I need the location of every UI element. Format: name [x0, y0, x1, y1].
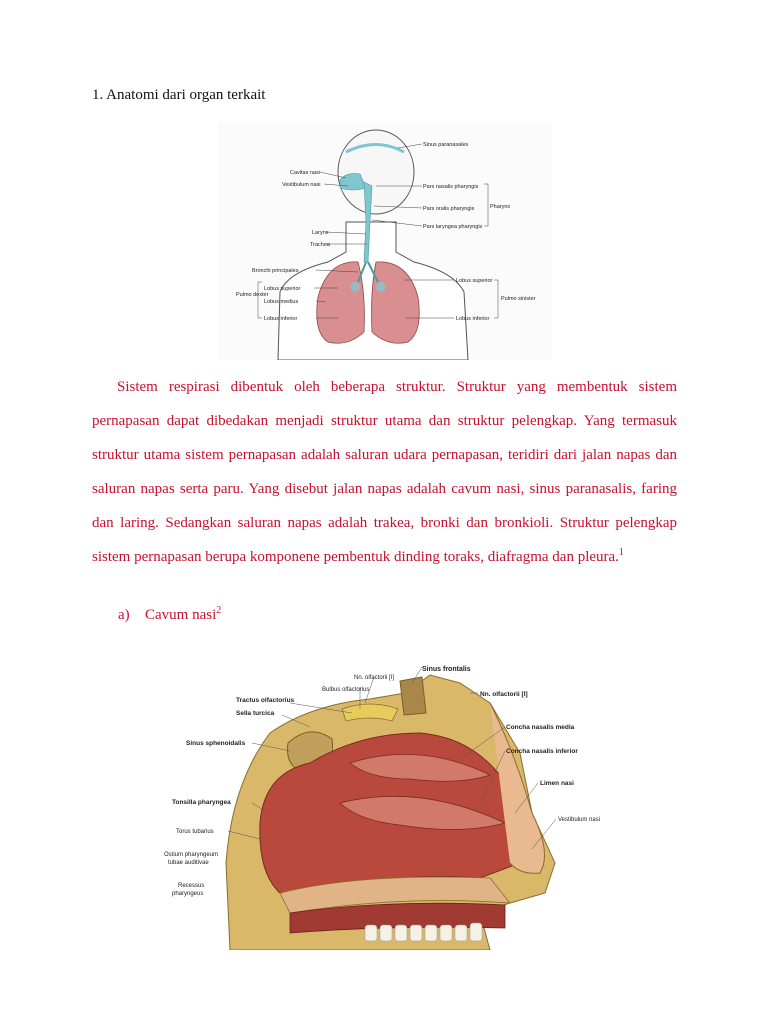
label-vestibulum-nasi-2: Vestibulum nasi [558, 817, 601, 823]
label-trachea: Trachea [310, 242, 330, 248]
label-vestibulum-nasi: Vestibulum nasi [282, 182, 321, 188]
paragraph-text: Sistem respirasi dibentuk oleh beberapa struktur. Struktur yang membentuk sistem pernapasan dapat dibedakan menjadi struktur utama dan struktur pelengkap. Yang termasuk struktur utama sistem pernapasan adalah saluran udara pernapasan, teridiri dari jalan napas dan saluran napas serta paru. Yang disebut jalan napas adalah cavum nasi, sinus paranasalis, faring dan laring. Sedangkan saluran napas adalah trakea, bronki dan bronkioli. Struktur pelengkap sistem pernapasan berupa komponene pembentuk dinding toraks, diafragma dan pleura. [92, 379, 677, 565]
label-larynx: Larynx [312, 230, 329, 236]
list-item-cavum-nasi [118, 607, 221, 624]
label-recessus-line1: Recessus [178, 883, 205, 889]
label-bulbus-olfactorius: Bulbus olfactorius [322, 687, 370, 693]
label-concha-nasalis-inferior: Concha nasalis inferior [506, 748, 578, 755]
label-tractus-olfactorius: Tractus olfactorius [236, 697, 295, 704]
label-lobus-superior-dexter: Lobus superior [264, 286, 301, 292]
label-tonsilla-pharyngea: Tonsilla pharyngea [172, 799, 231, 806]
label-pars-laryngea: Pars laryngea pharyngis [423, 224, 483, 230]
nasal-cavity-figure [160, 663, 615, 950]
list-marker: a) [118, 607, 130, 623]
label-cavitas-nasi: Cavitas nasi [290, 170, 320, 176]
label-torus-tubarius: Torus tubarius [176, 829, 214, 835]
section-heading: 1. Anatomi dari organ terkait [92, 87, 266, 103]
nasal-cavity-illustration [160, 663, 615, 950]
list-item-text: Cavum nasi [145, 607, 217, 623]
label-sella-turcica: Sella turcica [236, 710, 275, 717]
label-ostium-line1: Ostium pharyngeum [164, 852, 219, 858]
label-pulmo-dexter: Pulmo dexter [236, 292, 269, 298]
label-concha-nasalis-media: Concha nasalis media [506, 724, 575, 731]
body-paragraph [92, 370, 677, 574]
label-sinus-paranasales: Sinus paranasales [423, 142, 469, 148]
label-lobus-medius: Lobus medius [264, 299, 299, 305]
label-nn-olfactorii-right: Nn. olfactorii [I] [480, 691, 528, 698]
label-nn-olfactorii-top: Nn. olfactorii [I] [354, 675, 395, 681]
label-pulmo-sinister: Pulmo sinister [501, 296, 536, 302]
label-lobus-inferior-sinister: Lobus inferior [456, 316, 490, 322]
label-lobus-inferior-dexter: Lobus inferior [264, 316, 298, 322]
label-recessus-line2: pharyngeus [172, 891, 204, 897]
label-ostium-line2: tubae auditivae [168, 860, 209, 866]
label-sinus-frontalis: Sinus frontalis [422, 666, 471, 673]
label-sinus-sphenoidalis: Sinus sphenoidalis [186, 740, 246, 747]
label-bronchi-principales: Bronchi principales [252, 268, 299, 274]
label-limen-nasi: Limen nasi [540, 780, 574, 787]
respiratory-system-figure [218, 122, 552, 360]
label-pharynx: Pharynx [490, 204, 511, 210]
label-pars-nasalis: Pars nasalis pharyngis [423, 184, 479, 190]
footnote-2-marker: 2 [216, 605, 222, 616]
footnote-1-marker: 1 [618, 547, 624, 558]
label-lobus-superior-sinister: Lobus superior [456, 278, 493, 284]
respiratory-system-illustration [218, 122, 552, 360]
label-pars-oralis: Pars oralis pharyngis [423, 206, 475, 212]
